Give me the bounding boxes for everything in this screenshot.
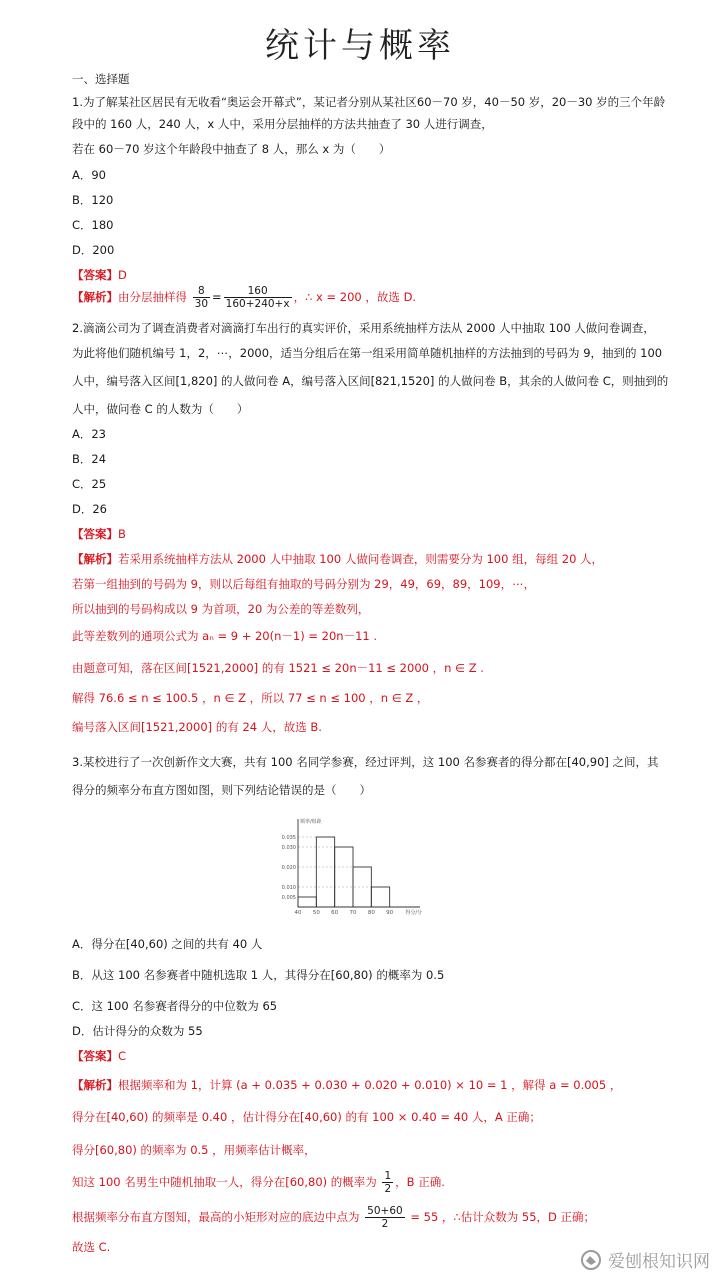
q1-line1: 1.为了解某社区居民有无收看“奥运会开幕式”，某记者分别从某社区60－70 岁，40－50 岁，20－30 岁的三个年龄 (72, 95, 666, 109)
q2-option-c: C．25 (72, 477, 107, 491)
fraction-numerator: 1 (384, 1170, 392, 1182)
q3-option-b: B．从这 100 名参赛者中随机选取 1 人，其得分在[60,80) 的概率为 0.5 (72, 968, 445, 982)
q1-analysis (72, 285, 416, 310)
fraction-numerator: 160 (224, 285, 292, 298)
frequency-histogram (262, 815, 422, 921)
analysis-tag: 【解析】 (72, 290, 118, 304)
watermark-logo-icon (579, 1249, 603, 1271)
x-tick-label: 80 (367, 910, 375, 916)
analysis-tag: 【解析】 (72, 1078, 118, 1092)
q2-analysis-3: 所以抽到的号码构成以 9 为首项，20 为公差的等差数列， (72, 602, 370, 616)
y-tick-label: 0.005 (281, 895, 296, 901)
x-tick-label: 50 (312, 910, 320, 916)
q3-option-d: D．估计得分的众数为 55 (72, 1024, 203, 1038)
histogram-bar (371, 887, 389, 907)
q3-analysis-3: 得分[60,80) 的频率为 0.5 ，用频率估计概率， (72, 1143, 316, 1157)
answer-tag: 【答案】 (72, 1049, 118, 1063)
y-tick-label: 0.030 (281, 845, 296, 851)
q1-option-c: C．180 (72, 218, 114, 232)
answer-value: B (118, 527, 126, 541)
x-tick-label: 40 (294, 910, 302, 916)
fraction-denominator: 30 (194, 298, 209, 310)
fraction-denominator: 160+240+x (225, 298, 290, 310)
y-tick-label: 0.020 (281, 865, 296, 871)
q3-analysis-1 (72, 1078, 621, 1092)
q3-analysis-5 (72, 1205, 595, 1230)
answer-value: C (118, 1049, 127, 1063)
q1-option-d: D．200 (72, 243, 115, 257)
page-title: 统计与概率 (265, 26, 455, 66)
y-tick-label: 0.035 (281, 835, 296, 841)
q1-option-a: A．90 (72, 168, 107, 182)
q3-option-a: A．得分在[40,60) 之间的共有 40 人 (72, 937, 263, 951)
histogram-bar (335, 847, 353, 907)
fraction (365, 1205, 405, 1230)
x-tick-label: 70 (349, 910, 357, 916)
analysis-text: ，∴ x = 200 ，故选 D. (293, 290, 417, 304)
x-axis-label: 得分/分 (405, 910, 422, 916)
analysis-text: 根据频率分布直方图知，最高的小矩形对应的底边中点为 (72, 1210, 364, 1224)
answer-tag: 【答案】 (72, 527, 118, 541)
section-heading: 一、选择题 (72, 72, 130, 86)
q2-line2: 为此将他们随机编号 1，2，⋯，2000，适当分组后在第一组采用简单随机抽样的方法抽到的号码为 9，抽到的 100 (72, 346, 663, 360)
fraction-denominator: 2 (384, 1183, 392, 1195)
q3-analysis-2: 得分在[40,60) 的频率是 0.40 ，估计得分在[40,60) 的有 100 × 0.40 = 40 人，A 正确； (72, 1110, 541, 1124)
q2-analysis-6: 解得 76.6 ≤ n ≤ 100.5 ，n ∈ Z ，所以 77 ≤ n ≤ 100 ，n ∈ Z ， (72, 691, 429, 705)
histogram-bar (316, 837, 334, 907)
chart-plot (282, 818, 422, 916)
analysis-text: 知这 100 名男生中随机抽取一人，得分在[60,80) 的概率为 (72, 1175, 381, 1189)
analysis-text: 若采用系统抽样方法从 2000 人中抽取 100 人做问卷调查，则需要分为 100 组，每组 20 人， (118, 552, 604, 566)
q2-option-d: D．26 (72, 502, 107, 516)
watermark (579, 1247, 710, 1272)
watermark-text: 爱刨根知识网 (608, 1252, 710, 1272)
q2-analysis-4: 此等差数列的通项公式为 aₙ = 9 + 20(n－1) = 20n－11 . (72, 629, 378, 643)
q2-line1: 2.滴滴公司为了调查消费者对滴滴打车出行的真实评价，采用系统抽样方法从 2000 人中抽取 100 人做问卷调查， (72, 321, 655, 335)
q3-analysis-6: 故选 C. (72, 1240, 111, 1254)
analysis-text: 由分层抽样得 (118, 290, 187, 304)
q1-line3: 若在 60－70 岁这个年龄段中抽查了 8 人，那么 x 为（ ） (72, 142, 391, 156)
analysis-text: 根据频率和为 1，计算 (a + 0.035 + 0.030 + 0.020 + 0.010) × 10 = 1 ，解得 a = 0.005 ， (118, 1078, 622, 1092)
q2-analysis-2: 若第一组抽到的号码为 9，则以后每组有抽取的号码分别为 29，49，69，89，109，⋯， (72, 577, 536, 591)
q3-line1: 3.某校进行了一次创新作文大赛，共有 100 名同学参赛，经过评判，这 100 名参赛者的得分都在[40,90] 之间，其 (72, 755, 659, 769)
q2-line3: 人中，编号落入区间[1,820] 的人做问卷 A，编号落入区间[821,1520] 的人做问卷 B，其余的人做问卷 C，则抽到的 (72, 374, 669, 388)
q1-answer (72, 268, 127, 282)
q2-option-a: A．23 (72, 427, 107, 441)
analysis-text: = 55 ，∴估计众数为 55，D 正确； (406, 1210, 596, 1224)
y-tick-label: 0.010 (281, 885, 296, 891)
q2-option-b: B．24 (72, 452, 107, 466)
fraction-numerator: 50+60 (367, 1205, 403, 1217)
y-axis-label: 频率/组距 (300, 819, 322, 825)
q2-analysis-7: 编号落入区间[1521,2000] 的有 24 人，故选 B. (72, 720, 322, 734)
answer-tag: 【答案】 (72, 268, 118, 282)
analysis-text: ，B 正确. (395, 1175, 445, 1189)
fraction-denominator: 2 (381, 1218, 389, 1230)
analysis-tag: 【解析】 (72, 552, 118, 566)
q1-line2: 段中的 160 人，240 人，x 人中，采用分层抽样的方法共抽查了 30 人进行调查， (72, 117, 493, 131)
equals-sign: = (212, 290, 222, 304)
fraction-numerator: 8 (193, 285, 210, 298)
answer-value: D (118, 268, 127, 282)
q3-answer (72, 1049, 126, 1063)
fraction (382, 1170, 393, 1195)
q3-analysis-4 (72, 1170, 445, 1195)
q2-line4: 人中，做问卷 C 的人数为（ ） (72, 402, 249, 416)
fraction (193, 285, 210, 310)
histogram-bar (298, 897, 316, 907)
q1-option-b: B．120 (72, 193, 114, 207)
q3-option-c: C．这 100 名参赛者得分的中位数为 65 (72, 999, 278, 1013)
x-tick-label: 90 (386, 910, 394, 916)
q2-analysis-1 (72, 552, 603, 566)
q2-answer (72, 527, 126, 541)
q3-line2: 得分的频率分布直方图如图，则下列结论错误的是（ ） (72, 783, 371, 797)
fraction (224, 285, 292, 310)
q2-analysis-5: 由题意可知，落在区间[1521,2000] 的有 1521 ≤ 20n－11 ≤ 2000 ，n ∈ Z . (72, 661, 484, 675)
x-tick-label: 60 (331, 910, 339, 916)
